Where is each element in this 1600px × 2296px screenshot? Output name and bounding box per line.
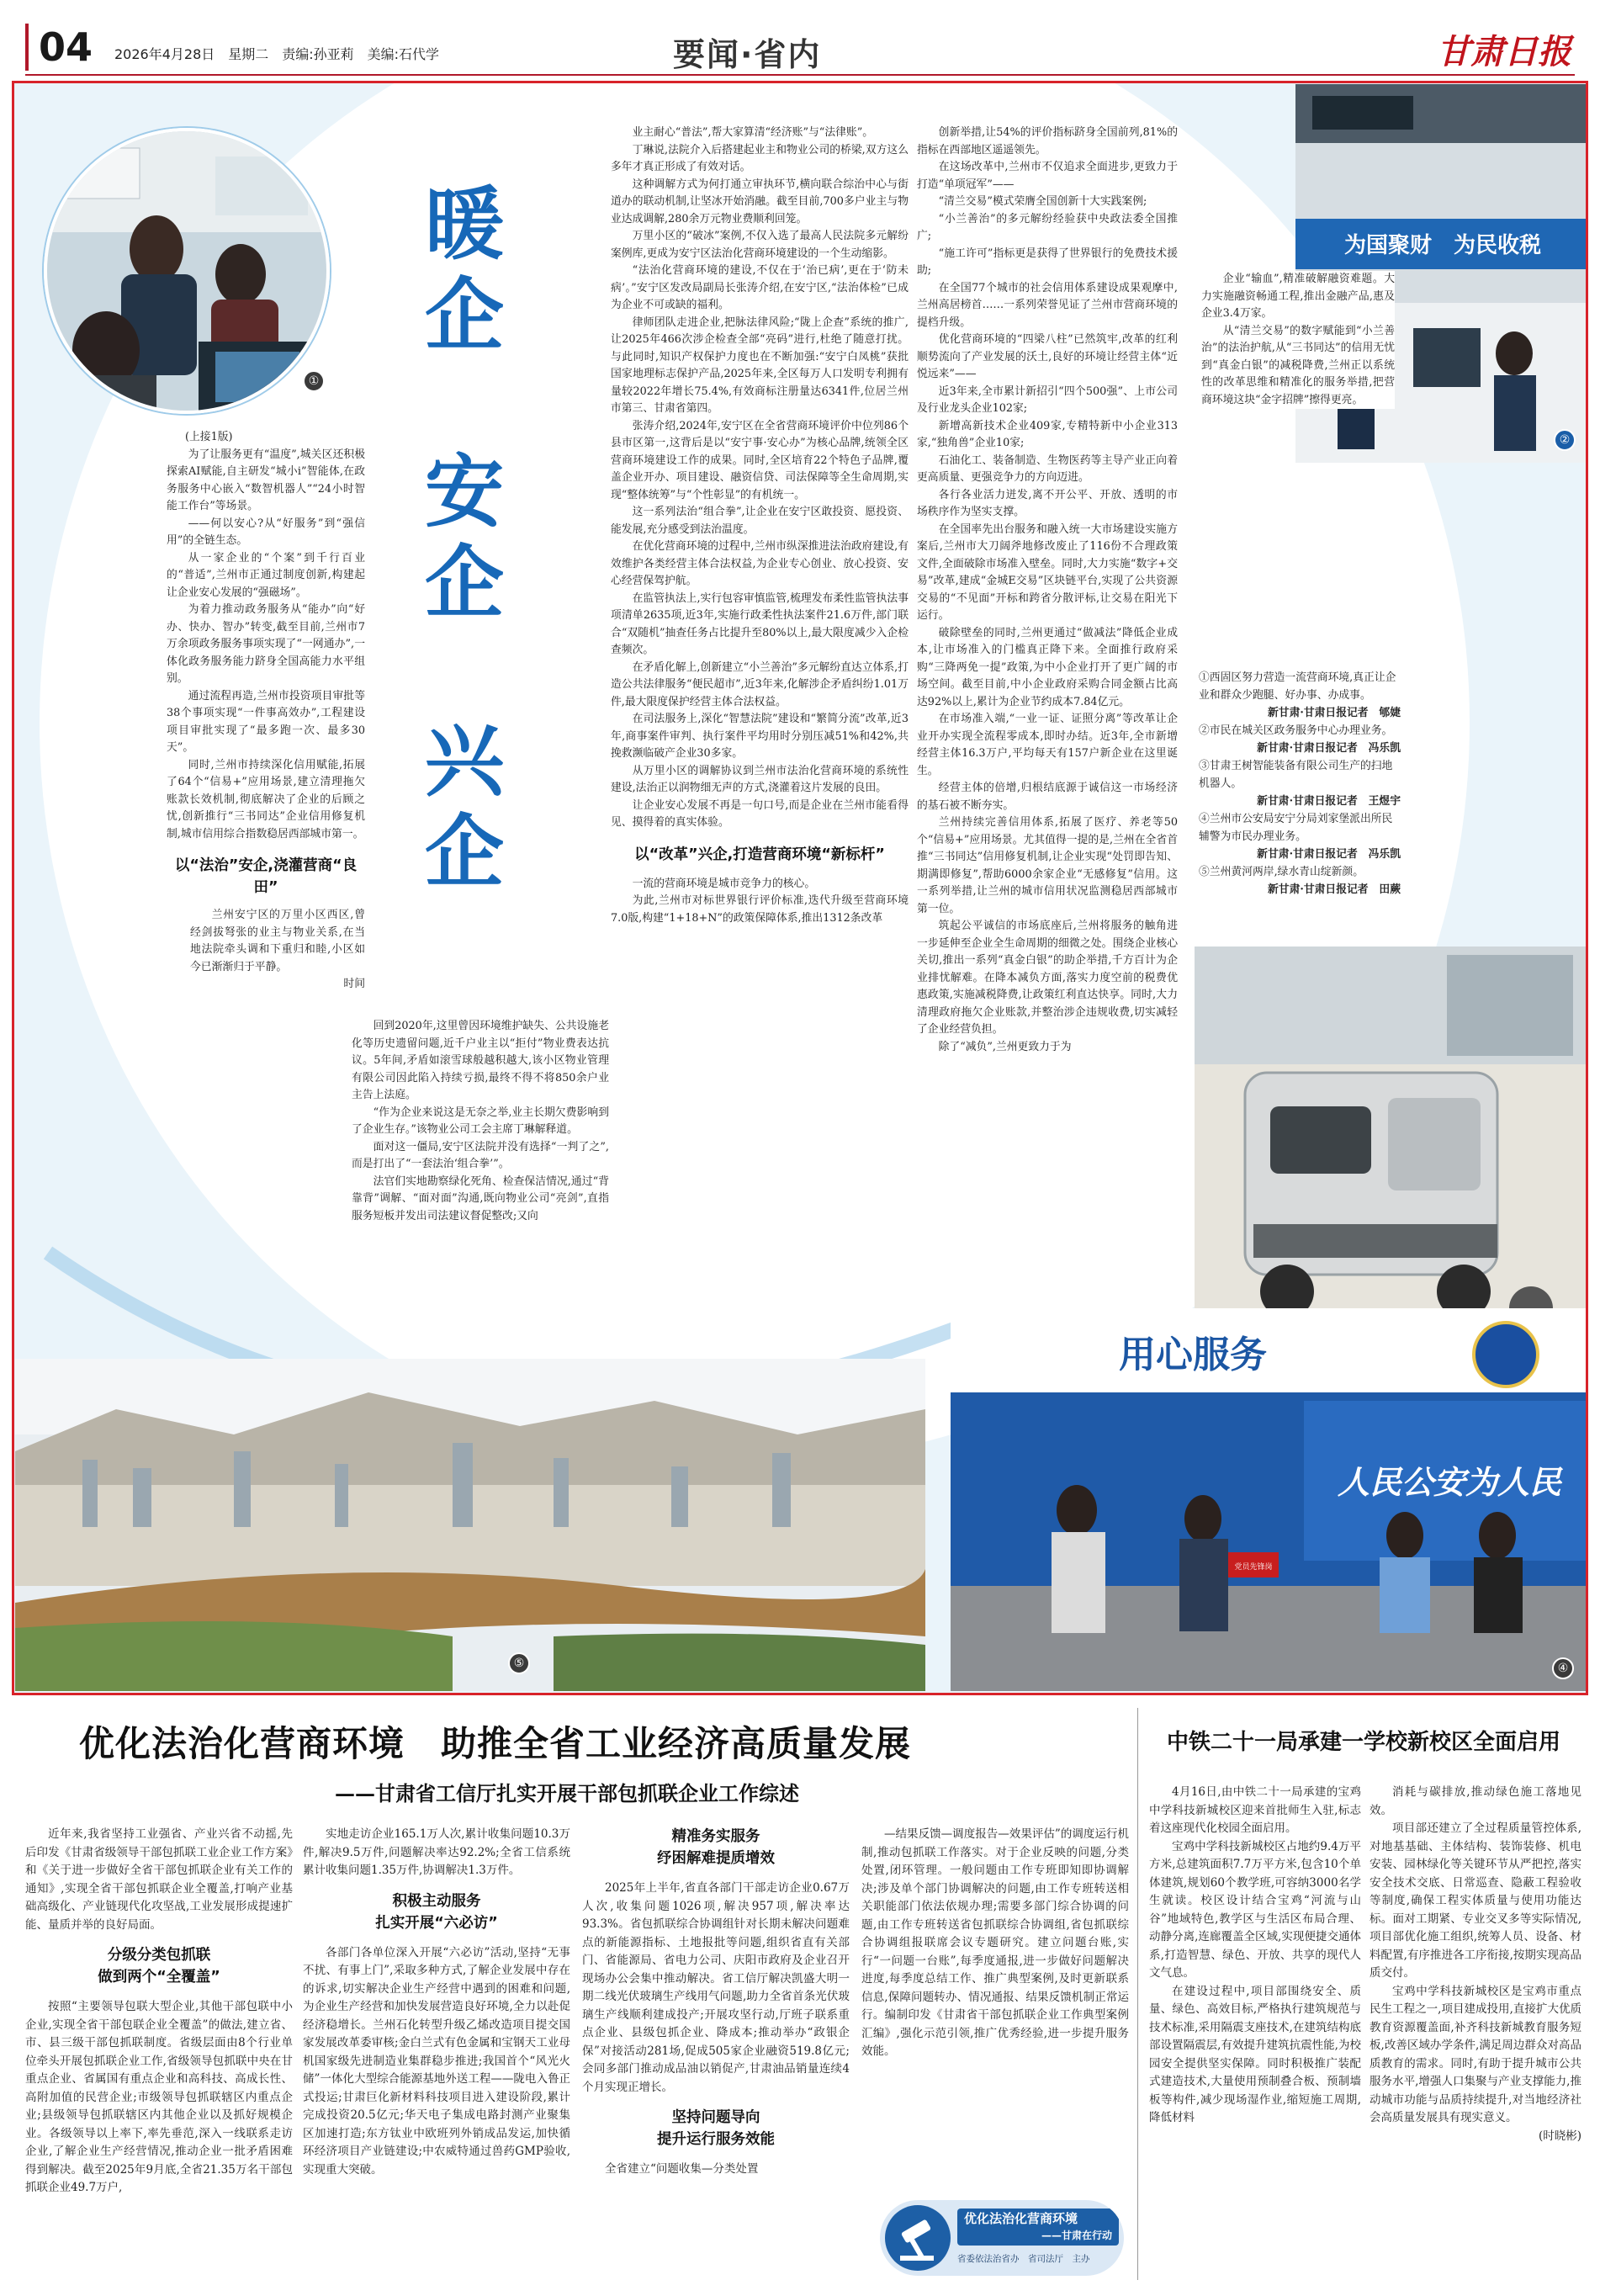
feature-paragraph: 经营主体的倍增,归根结底源于诚信这一市场经济的基石被不断夯实。: [917, 782, 1178, 812]
theme-char-3: 安: [424, 447, 504, 538]
police-slogan: 人民公安为人民: [1338, 1463, 1562, 1501]
article2-subhead-1: 分级分类包抓联 做到两个“全覆盖”: [98, 1947, 220, 1986]
page-number: 04: [25, 24, 108, 71]
police-station-illustration: [951, 1308, 1586, 1691]
badge-subtitle: ——甘肃在行动: [1041, 2230, 1112, 2241]
station-sign: 用心服务: [1119, 1334, 1267, 1376]
feature-paragraph: 让企业安心发展不再是一句口号,而是企业在兰州市能看得见、摸得着的真实体验。: [611, 798, 909, 829]
feature-paragraph: 时间: [343, 978, 365, 990]
feature-paragraph: 丁琳说,法院介入后搭建起业主和物业公司的桥梁,双方这么多年才真正形成了有效对话。: [611, 143, 909, 173]
feature-col3: [611, 125, 909, 927]
badge-title-box: [957, 2209, 1119, 2246]
feature-paragraph: 面对这一僵局,安宁区法院并没有选择“一判了之”,而是打出了“一套法治‘组合拳’”。: [352, 1140, 609, 1170]
article3-title: 中铁二十一局承建一学校新校区全面启用: [1166, 1730, 1560, 1755]
article3-paragraph: 4月16日,由中铁二十一局承建的宝鸡中学科技新城校区迎来首批师生入驻,标志着这座现代化校园全面启用。: [1149, 1785, 1361, 1835]
badge-sponsor: 省委依法治省办 省司法厅 主办: [957, 2254, 1090, 2264]
feature-paragraph: 律师团队走进企业,把脉法律风险;“陇上企查”系统的推广,让2025年466次涉企检查全部“亮码”进行,杜绝了随意打扰。与此同时,知识产权保护力度也在不断加强:“安宁白凤桃”获批国家地理标志保护产品,2025年来,全区每万人口发明专利拥有量较2022年增长75.4%,有效商标注册量达6341件,位居兰州市第三、甘肃省第四。: [611, 316, 909, 415]
caption-3: ③甘肃王树智能装备有限公司生产的扫地机器人。: [1199, 760, 1393, 790]
feature-paragraph: 从万里小区的调解协议到兰州市法治化营商环境的系统性建设,法治正以润物细无声的方式,浇灌着这片发展的良田。: [611, 764, 909, 794]
feature-paragraph: 这种调解方式为何打通立审执环节,横向联合综治中心与街道办的联动机制,让坚冰开始消融。截至目前,700多户业主与物业达成调解,280余万元物业费顺利回笼。: [611, 178, 909, 225]
article2-subhead-3: 精准务实服务 纾困解难提质增效: [657, 1828, 775, 1867]
feature-paragraph: 创新举措,让54%的评价指标跻身全国前列,81%的指标在西部地区遥遥领先。: [917, 126, 1178, 156]
theme-char-5: 兴: [424, 716, 504, 808]
photo-number-5: ⑤: [508, 1652, 530, 1674]
article3-paragraph: 宝鸡中学科技新城校区占地约9.4万平方米,总建筑面积7.7万平方米,包含10个单体建筑,规划60个教学班,可容纳3000名学生就读。校区设计结合宝鸡“河流与山谷”地域特色,教学区与生活区布局合理、动静分离,连廊覆盖全区域,实现便捷交通体系,打造智慧、绿色、开放、共享的现代人文气息。: [1149, 1839, 1361, 1980]
article3-col2: [1370, 1784, 1581, 2145]
tax-hall-sign: 为国聚财 为民收税: [1343, 233, 1542, 258]
feature-subhead-2: 以“改革”兴企,打造营商环境“新标杆”: [634, 846, 885, 863]
caption-credit-2: 新甘肃·甘肃日报记者 冯乐凯: [1257, 742, 1401, 755]
gavel-icon-graphic: [885, 2205, 951, 2271]
feature-paragraph: 企业“输血”,精准破解融资难题。大力实施融资畅通工程,推出金融产品,惠及企业3.4万家。: [1201, 273, 1395, 320]
feature-paragraph: 一流的营商环境是城市竞争力的核心。: [632, 877, 816, 890]
feature-paragraph: 通过流程再造,兰州市投资项目审批等38个事项实现“一件事高效办”,工程建设项目审批实现了“最多跑一次、最多30天”。: [167, 689, 365, 754]
feature-paragraph: 石油化工、装备制造、生物医药等主导产业正向着更高质量、更强竞争力的方向迈进。: [917, 453, 1178, 484]
feature-paragraph: 新增高新技术企业409家,专精特新中小企业313家,“独角兽”企业10家;: [917, 419, 1178, 449]
feature-col2: [352, 1018, 609, 1225]
feature-paragraph: 兰州安宁区的万里小区西区,曾经剑拔弩张的业主与物业关系,在当地法院牵头调和下重归和睦,小区如今已渐渐归于平静。: [190, 909, 365, 973]
masthead-rule: [25, 74, 1575, 76]
article2-col4: [861, 1826, 1129, 2061]
robot-illustration: [1195, 947, 1586, 1346]
caption-4: ④兰州市公安局安宁分局刘家堡派出所民辅警为市民办理业务。: [1199, 813, 1393, 843]
article2-paragraph: 近年来,我省坚持工业强省、产业兴省不动摇,先后印发《甘肃省级领导干部包抓联工业企业工作方案》和《关于进一步做好全省干部包抓联企业有关工作的通知》,实现全省干部包抓联企业全覆盖,打响产业基础高级化、产业链现代化攻坚战,工业发展形成提速扩能、量质并举的良好局面。: [25, 1827, 293, 1932]
feature-paragraph: 除了“减负”,兰州更致力于为: [938, 1040, 1072, 1053]
continued-note: (上接1版): [185, 431, 233, 443]
article2-col1: [25, 1826, 293, 2198]
feature-paragraph: “作为企业来说这是无奈之举,业主长期欠费影响到了企业生存。”该物业公司工会主席丁琳解释道。: [352, 1106, 609, 1136]
article3-paragraph: 项目部还建立了全过程质量管控体系,对地基基础、主体结构、装饰装修、机电安装、园林绿化等关键环节从严把控,落实安全技术交底、日常巡查、隐蔽工程验收等制度,确保工程实体质量与使用功能达标。面对工期紧、专业交叉多等实际情况,项目部优化施工组织,统筹人员、设备、材料配置,有序推进各工序衔接,按期实现高品质交付。: [1370, 1821, 1581, 1980]
tax-office-illustration: [47, 131, 330, 414]
feature-paragraph: 各行各业活力迸发,离不开公平、开放、透明的市场秩序作为坚实支撑。: [917, 488, 1178, 518]
feature-paragraph: 近3年来,全市累计新招引“四个500强”、上市公司及行业龙头企业102家;: [917, 384, 1178, 415]
article2-col3: [582, 1826, 850, 2179]
theme-char-1: 暖: [424, 179, 504, 271]
feature-paragraph: “清兰交易”模式荣膺全国创新十大实践案例;: [938, 195, 1147, 208]
feature-paragraph: ——何以安心?从“好服务”到“强信用”的全链生态。: [167, 517, 365, 547]
counter-sign: 党员先锋岗: [1234, 1563, 1273, 1572]
photo-number-1: ①: [303, 370, 325, 392]
photo-number-4: ④: [1552, 1657, 1574, 1679]
caption-credit-4: 新甘肃·甘肃日报记者 冯乐凯: [1257, 848, 1401, 861]
feature-paragraph: “施工许可”指标更是获得了世界银行的免费技术援助;: [917, 247, 1178, 277]
badge-title: 优化法治化营商环境: [964, 2211, 1078, 2226]
feature-paragraph: 破除壁垒的同时,兰州更通过“做减法”降低企业成本,让市场准入的门槛真正降下来。全面推行政府采购“三降两免一提”政策,为中小企业打开了更广阔的市场空间。截至目前,中小企业政府采购合同金额占比高达92%以上,累计为企业节约成本7.84亿元。: [917, 626, 1178, 708]
article2-subhead-4: 坚持问题导向 提升运行服务效能: [657, 2109, 775, 2148]
photo-captions: [1199, 669, 1401, 899]
article2-paragraph: 按照“主要领导包联大型企业,其他干部包联中小企业,实现全省干部包联企业全覆盖”的做法,建立省、市、县三级干部包抓联制度。省级层面由8个行业单位牵头开展包抓联企业工作,省级领导包抓联中央在甘重点企业、省属国有重点企业和高科技、高成长性、高附加值的民营企业;市级领导包抓联辖区内重点企业;县级领导包抓联辖区内其他企业以及抓好规模企业。各级领导以上率下,率先垂范,深入一线联系走访企业,了解企业生产经营情况,推动企业一批矛盾困难得到解决。截至2025年9月底,全省21.35万名干部包抓联企业49.7万户,: [25, 2000, 293, 2194]
feature-paragraph: 法官们实地勘察绿化死角、检查保洁情况,通过“背靠背”调解、“面对面”沟通,既向物业公司“亮剑”,直指服务短板并发出司法建议督促整改;又向: [352, 1175, 609, 1222]
photo-police-station: [951, 1308, 1586, 1691]
caption-credit-3: 新甘肃·甘肃日报记者 王煜宇: [1257, 795, 1401, 808]
caption-1: ①西固区努力营造一流营商环境,真正让企业和群众少跑腿、好办事、办成事。: [1199, 671, 1396, 702]
article2-subtitle: ——甘肃省工信厅扎实开展干部包抓联企业工作综述: [335, 1781, 799, 1806]
campaign-badge: [880, 2200, 1124, 2276]
article2-subhead-2: 积极主动服务 扎实开展“六必访”: [375, 1892, 498, 1932]
feature-paragraph: 在全国77个城市的社会信用体系建设成果观摩中,兰州高居榜首……一系列荣誉见证了兰州市营商环境的提档升级。: [917, 281, 1178, 329]
feature-paragraph: 在全国率先出台服务和融入统一大市场建设实施方案后,兰州市大刀阔斧地修改废止了116份不合理政策文件,全面破除市场准入壁垒。同时,大力实施“数字+交易”改革,建成“金城E交易”区块链平台,实现了公共资源交易的“不见面”开标和跨省分散评标,让交易在阳光下运行。: [917, 522, 1178, 622]
feature-paragraph: 在市场准入端,“一业一证、证照分离”等改革让企业开办实现全流程零成本,即时办结。近3年,全市新增经营主体16.3万户,平均每天有157户新企业在这里诞生。: [917, 713, 1178, 777]
feature-paragraph: “小兰善治”的多元解纷经验获中央政法委全国推广;: [917, 212, 1178, 242]
article2-title: 优化法治化营商环境 助推全省工业经济高质量发展: [79, 1723, 912, 1764]
feature-paragraph: 为着力推动政务服务从“能办”向“好办、快办、智办”转变,截至目前,兰州市7万余项政务服务事项实现了“一网通办”,一体化政务服务能力跻身全国高能力水平组别。: [167, 603, 365, 685]
feature-paragraph: 在这场改革中,兰州市不仅追求全面进步,更致力于打造“单项冠军”——: [917, 161, 1178, 191]
theme-char-4: 企: [424, 538, 504, 629]
caption-2: ②市民在城关区政务服务中心办理业务。: [1199, 724, 1393, 737]
theme-char-6: 企: [424, 807, 504, 899]
feature-col4: [917, 125, 1178, 1056]
article2-paragraph: 全省建立“问题收集—分类处置: [605, 2162, 759, 2176]
caption-credit-1: 新甘肃·甘肃日报记者 郇婕: [1267, 707, 1401, 719]
article2-paragraph: 实地走访企业165.1万人次,累计收集问题10.3万件,解决9.5万件,问题解决率达92.2%;全省工信系统累计收集问题1.35万件,协调解决1.3万件。: [303, 1827, 570, 1877]
article3-paragraph: 宝鸡中学科技新城校区是宝鸡市重点民生工程之一,项目建成投用,直接扩大优质教育资源覆盖面,补齐科技新城教育服务短板,改善区域办学条件,满足周边群众对高品质教育的需求。同时,有助于提升城市公共服务水平,增强人口集聚与产业支撑能力,推动城市功能与品质持续提升,对当地经济社会高质量发展具有现实意义。: [1370, 1984, 1581, 2124]
caption-5: ⑤兰州黄河两岸,绿水青山绽新颜。: [1199, 866, 1364, 878]
theme-char-2: 企: [424, 270, 504, 362]
photo-number-2: ②: [1554, 429, 1576, 451]
river-city-illustration: [15, 1359, 925, 1691]
feature-paragraph: 回到2020年,这里曾因环境维护缺失、公共设施老化等历史遗留问题,近千户业主以“拒付”物业费表达抗议。5年间,矛盾如滚雪球般越积越大,该小区物业管理有限公司因此陷入持续亏损,最终不得不将850余户业主告上法庭。: [352, 1020, 609, 1101]
feature-paragraph: 同时,兰州市持续深化信用赋能,拓展了64个“信易+”应用场景,建立清理拖欠账款长效机制,彻底解决了企业的后顾之忧,创新推行“三书同达”企业信用修复机制,城市信用综合指数稳居西部城市第一。: [167, 758, 365, 840]
article3-paragraph: 在建设过程中,项目部围绕安全、质量、绿色、高效目标,严格执行建筑规范与技术标准,采用隔震支座技术,在建筑结构底部设置隔震层,有效提升建筑抗震性能,为校园安全提供坚实保障。同时积极推广装配式建造技术,大量使用预制叠合板、预制墙板等构件,减少现场湿作业,缩短施工周期,降低材料: [1149, 1984, 1361, 2124]
feature-paragraph: 张涛介绍,2024年,安宁区在全省营商环境评价中位列86个县市区第一,这背后是以“安宁事·安心办”为核心品牌,统领全区营商环境建设工作的成果。同时,全区培育22个特色子品牌,覆盖企业开办、项目建设、融资信贷、司法保障等全生命周期,实现“整体统筹”与“个性彰显”的有机统一。: [611, 419, 909, 501]
photo-circle-tax-office: [44, 128, 330, 414]
article3-byline: (时晓彬): [1538, 2129, 1581, 2143]
photo-yellow-river-city: [15, 1359, 925, 1691]
article3-col1: [1149, 1784, 1361, 2128]
issue-meta: 2026年4月28日 星期二 责编:孙亚莉 美编:石代学: [114, 46, 440, 62]
feature-paragraph: 从一家企业的“个案”到千行百业的“普适”,兰州市正通过制度创新,构建起让企业安心发展的“强磁场”。: [167, 551, 365, 599]
feature-paragraph: 在优化营商环境的过程中,兰州市纵深推进法治政府建设,有效维护各类经营主体合法权益,为企业专心创业、放心投资、安心经营保驾护航。: [611, 540, 909, 587]
article2-paragraph: 2025年上半年,省直各部门干部走访企业0.67万人次,收集问题1026项,解决957项,解决率达93.3%。省包抓联综合协调组针对长期未解决问题难点的新能源指标、土地报批等问题,组织省直有关部门、省能源局、省电力公司、庆阳市政府及企业召开现场办公会集中推动解决。省工信厅解决凯盛大明一期二线光伏玻璃生产线用气问题,助力全省首条光伏玻璃生产线顺利建成投产;开展攻坚行动,厅班子联系重点企业、县级包抓企业、降成本;推动举办“政银企保”对接活动281场,促成505家企业融资519.8亿元;会同多部门推动成品油以销促产,甘肃油品销量连续4个月实现正增长。: [582, 1881, 850, 2094]
feature-paragraph: 优化营商环境的“四梁八柱”已然筑牢,改革的红利顺势流向了产业发展的沃土,良好的环境让经营主体“近悦远来”——: [917, 333, 1178, 380]
caption-credit-5: 新甘肃·甘肃日报记者 田蕨: [1267, 883, 1401, 896]
article2-paragraph: —结果反馈—调度报告—效果评估”的调度运行机制,推动包抓联工作落实。对于企业反映的问题,分类处置,闭环管理。一般问题由工作专班即知即协调解决;涉及单个部门协调解决的问题,由工作专班转送相关职能部门依法依规办理;需要多部门综合协调的问题,由工作专班转送省包抓联综合协调组,省包抓联综合协调组报联席会议专题研究。建立问题台账,实行“一问题一台账”,每季度通报,进一步做好问题解决进度,每季度总结工作、推广典型案例,及时更新联系信息,保障问题转办、情况通报、结果反馈机制正常运行。编制印发《甘肃省干部包抓联企业工作典型案例汇编》,强化示范引领,推广优秀经验,进一步提升服务效能。: [861, 1827, 1129, 2058]
newspaper-logo: 甘肃日报: [1437, 32, 1571, 72]
feature-paragraph: 为了让服务更有“温度”,城关区还积极探索AI赋能,自主研发“城小i”智能体,在政务服务中心嵌入“数智机器人”“24小时智能工作台”等场景。: [167, 448, 365, 512]
section-title: 要闻·省内: [673, 36, 822, 73]
feature-paragraph: 在监管执法上,实行包容审慎监管,梳理发布柔性监管执法事项清单2635项,近3年,实施行政柔性执法案件21.6万件,部门联合“双随机”抽查任务占比提升至80%以上,最大限度减少入企检查频次。: [611, 591, 909, 656]
article2-paragraph: 各部门各单位深入开展“六必访”活动,坚持“无事不扰、有事上门”,采取多种方式,了解企业发展中存在的诉求,切实解决企业生产经营中遇到的困难和问题,为企业生产经营和加快发展营造良好环境,全力以赴促经济稳增长。兰州石化转型升级乙烯改造项目提交国家发展改革委审核;金白兰式有色金属和宝钢天工业母机国家级先进制造业集群稳步推进;我国首个“风光火储”一体化大型综合能源基地外送工程——陇电入鲁正式投运;甘肃巨化新材料科技项目进入建设阶段,累计完成投资20.5亿元;华天电子集成电路封测产业聚集区加速打造;东方钛业中欧班列外销成品发运,加快循环经济项目产业链建设;中农威特通过兽药GMP验收,实现重大突破。: [303, 1945, 570, 2177]
feature-paragraph: “法治化营商环境的建设,不仅在于‘治已病’,更在于‘防未病’。”安宁区发改局副局长张涛介绍,在安宁区,“法治体检”已成为企业不可或缺的福利。: [611, 264, 909, 311]
feature-paragraph: 为此,兰州市对标世界银行评价标准,迭代升级至营商环境7.0版,构建“1+18+N”的政策保障体系,推出1312条改革: [611, 894, 909, 925]
feature-col5: [1184, 271, 1395, 409]
feature-paragraph: 业主耐心“普法”,帮大家算清“经济账”与“法律账”。: [632, 126, 874, 139]
column-divider: [1137, 1708, 1138, 2280]
feature-paragraph: 从“清兰交易”的数字赋能到“小兰善治”的法治护航,从“三书同达”的信用无忧到“真金白银”的减税降费,兰州正以系统性的改革思维和精准化的服务举措,把营商环境这块“金字招牌”擦得更亮。: [1201, 324, 1395, 406]
feature-paragraph: 兰州持续完善信用体系,拓展了医疗、养老等50个“信易+”应用场景。尤其值得一提的是,兰州在全省首推“三书同达”信用修复机制,让企业实现“处罚即告知、期满即修复”,帮助6000余家企业“无感修复”信用。这一系列举措,让兰州的城市信用状况监测稳居西部城市第一位。: [917, 816, 1178, 915]
feature-col1: [167, 429, 365, 994]
photo-cleaning-robot: [1195, 947, 1586, 1346]
feature-paragraph: 万里小区的“破冰”案例,不仅入选了最高人民法院多元解纷案例库,更成为安宁区法治化营商环境建设的一个生动缩影。: [611, 230, 909, 260]
article2-col2: [303, 1826, 570, 2179]
feature-paragraph: 这一系列法治“组合拳”,让企业在安宁区敢投资、愿投资、能发展,充分感受到法治温度。: [611, 506, 909, 536]
feature-paragraph: 在司法服务上,深化“智慧法院”建设和“繁简分流”改革,近3年,商事案件审判、执行案件平均用时分别压减51%和42%,共挽救濒临破产企业30多家。: [611, 713, 909, 760]
feature-paragraph: 筑起公平诚信的市场底座后,兰州将服务的触角进一步延伸至企业全生命周期的细微之处。围绕企业核心关切,推出一系列“真金白银”的助企举措,千方百计为企业排忧解难。在降本减负方面,落实力度空前的税费优惠政策,实施减税降费,让政策红利直达快享。同时,大力清理政府拖欠企业账款,并整治涉企违规收费,切实减轻了企业经营负担。: [917, 920, 1178, 1036]
article3-paragraph: 消耗与碳排放,推动绿色施工落地见效。: [1370, 1785, 1581, 1817]
feature-paragraph: 在矛盾化解上,创新建立“小兰善治”多元解纷直达立体系,打造公共法律服务“便民超市”,近3年来,化解涉企矛盾纠纷1.01万件,最大限度保护经营主体合法权益。: [611, 660, 909, 708]
feature-subhead-1: 以“法治”安企,浇灌营商“良田”: [174, 857, 358, 896]
gavel-icon: [885, 2205, 951, 2271]
